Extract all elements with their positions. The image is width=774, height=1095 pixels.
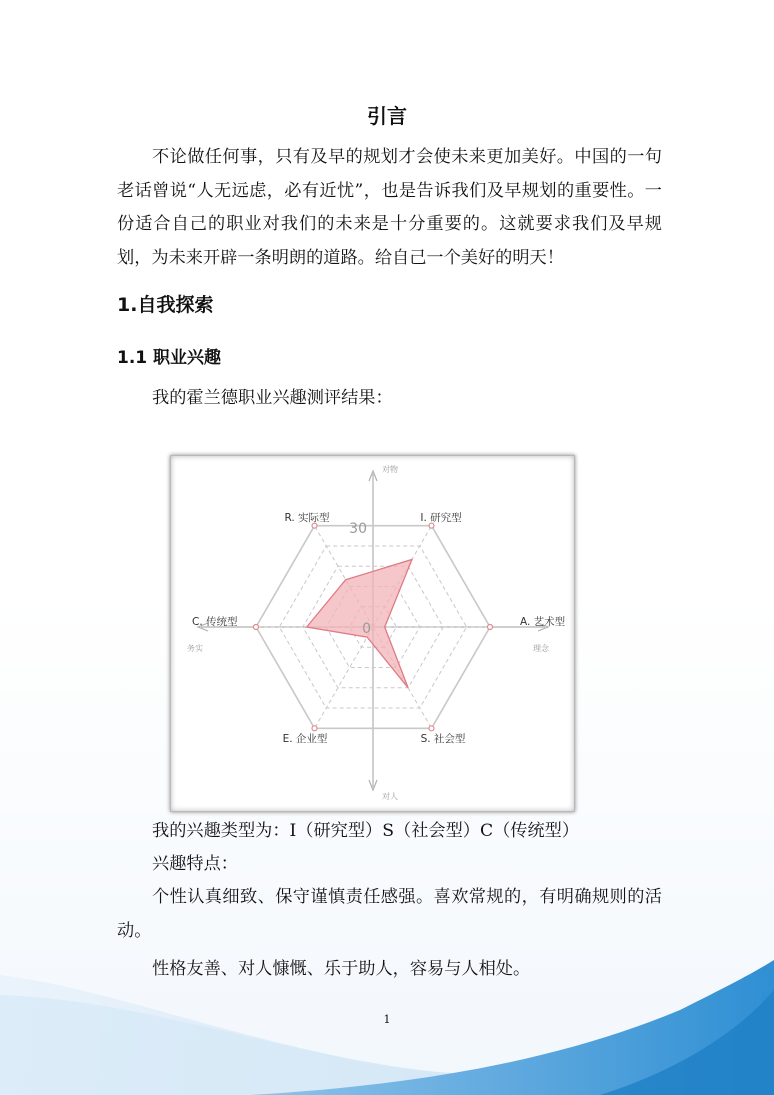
test-intro-paragraph: 我的霍兰德职业兴趣测评结果： [152, 388, 393, 408]
vertex-dot-6 [254, 625, 259, 630]
feature-paragraph-2: 性格友善、对人慷慨、乐于助人，容易与人相处。 [152, 959, 531, 979]
scale-label-min: 0 [362, 621, 371, 637]
axis-label-right: 理念 [533, 644, 549, 653]
category-label-4: S. 社会型 [420, 733, 466, 745]
vertex-dot-3 [488, 625, 493, 630]
holland-radar-chart [170, 455, 575, 812]
intro-paragraph: 不论做任何事，只有及早的规划才会使未来更加美好。中国的一句老话曾说“人无远虑，必有近忧”，也是告诉我们及早规划的重要性。一份适合自己的职业对我们的未来是十分重要的。这就要求我们及早规划，为未来开辟一条明朗的道路。给自己一个美好的明天！ [117, 147, 662, 268]
axis-label-bottom: 对人 [382, 792, 398, 801]
spoke-5 [315, 627, 374, 728]
vertex-dot-5 [312, 726, 317, 731]
section-heading: 1.自我探索 [117, 294, 214, 316]
category-label-3: A. 艺术型 [520, 616, 566, 628]
category-label-5: E. 企业型 [282, 733, 328, 745]
axis-label-left: 务实 [187, 644, 203, 653]
category-label-1: R. 实际型 [284, 512, 330, 524]
page-title: 引言 [367, 104, 407, 128]
page-number: 1 [383, 1013, 391, 1026]
category-label-2: I. 研究型 [420, 512, 462, 524]
series-polygon [307, 559, 412, 687]
subsection-heading: 1.1 职业兴趣 [117, 348, 222, 368]
features-label: 兴趣特点： [152, 854, 238, 874]
feature-paragraph-1: 个性认真细致、保守谨慎责任感强。喜欢常规的，有明确规则的活动。 [117, 887, 662, 941]
scale-label-max: 30 [349, 521, 367, 537]
interest-type-paragraph: 我的兴趣类型为：I（研究型）S（社会型）C（传统型） [152, 821, 580, 841]
axis-label-top: 对物 [382, 465, 398, 474]
vertex-dot-4 [429, 726, 434, 731]
category-label-6: C. 传统型 [192, 616, 238, 628]
